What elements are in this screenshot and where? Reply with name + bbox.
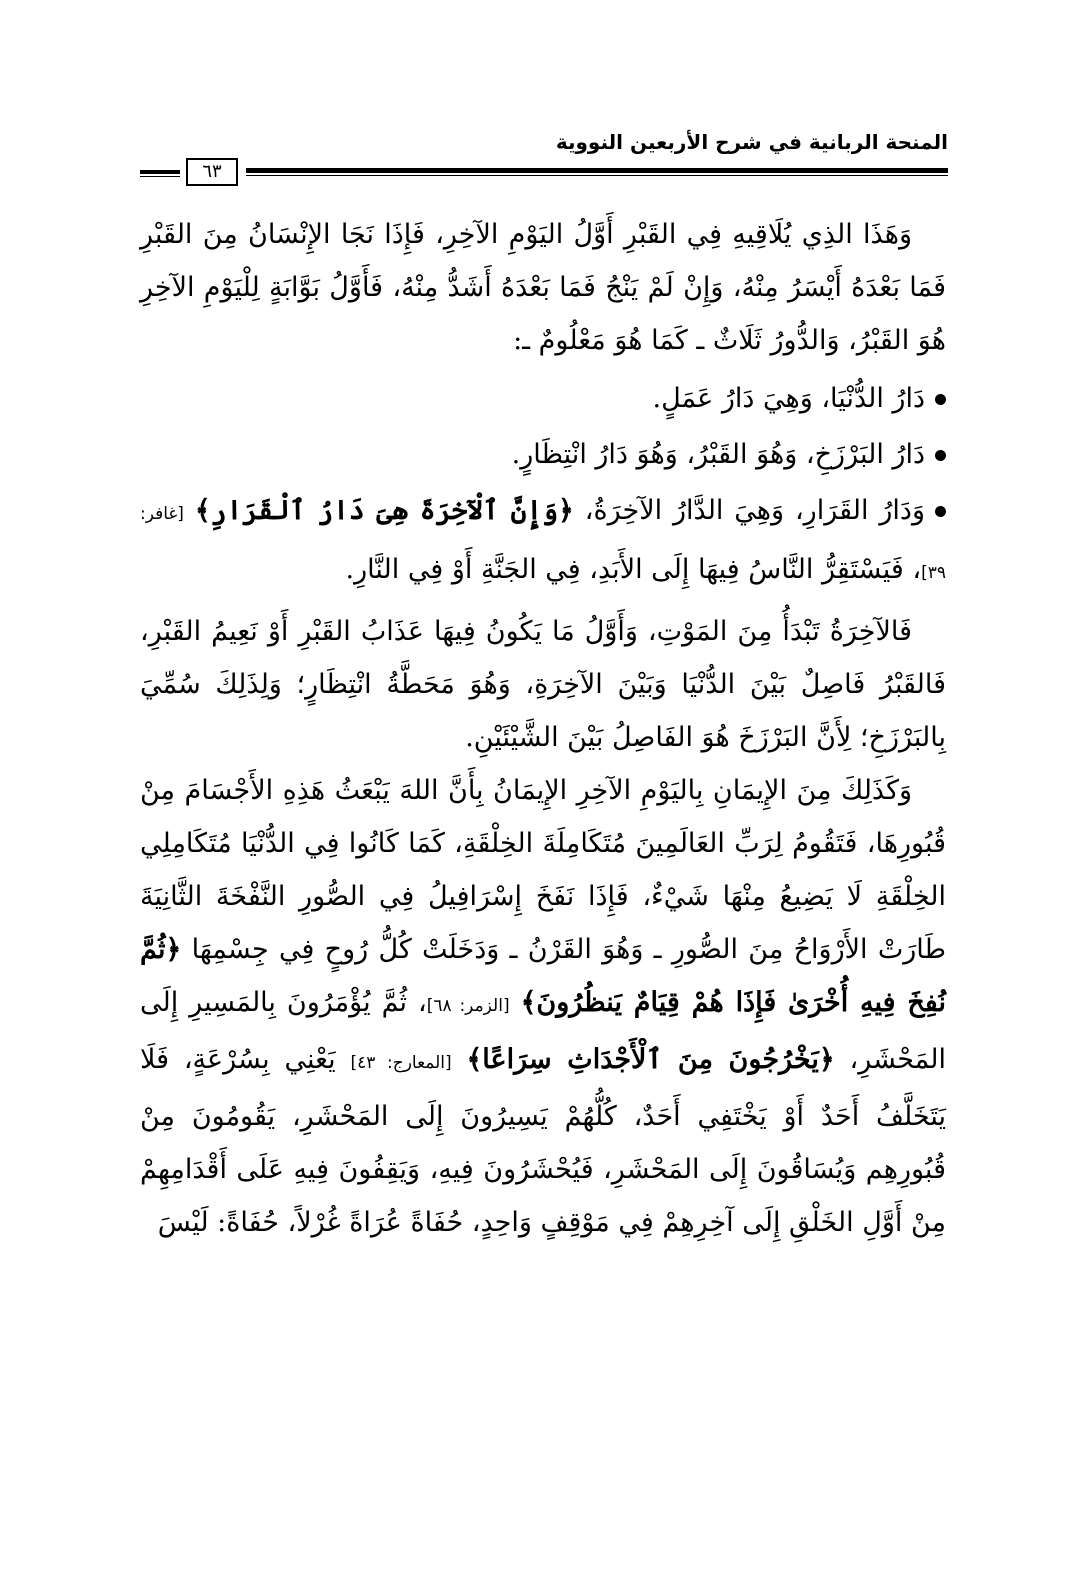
- bullet-item-2: [140, 427, 946, 483]
- running-title: المنحة الربانية في شرح الأربعين النووية: [555, 130, 948, 154]
- verse-citation: [المعارج: ٤٣]: [350, 1053, 452, 1073]
- paragraph-2: فَالآخِرَةُ تَبْدَأُ مِنَ المَوْتِ، وَأَوَّلُ مَا يَكُونُ فِيهَا عَذَابُ القَبْرِ أَوْ نَعِيمُ القَبْرِ، فَالقَبْرُ فَاصِلٌ بَيْنَ الدُّنْيَا وَبَيْنَ الآخِرَةِ، وَهُوَ مَحَطَّةُ انْتِظَارٍ؛ وَلِذَلِكَ سُمِّيَ بِالبَرْزَخِ؛ لِأَنَّ البَرْزَخَ هُوَ الفَاصِلُ بَيْنَ الشَّيْئَيْنِ.: [140, 616, 946, 753]
- paragraph-1: وَهَذَا الذِي يُلَاقِيهِ فِي القَبْرِ أَوَّلُ اليَوْمِ الآخِرِ، فَإِذَا نَجَا الإِنْسَانُ مِنَ القَبْرِ فَمَا بَعْدَهُ أَيْسَرُ مِنْهُ، وَإِنْ لَمْ يَنْجُ فَمَا بَعْدَهُ أَشَدُّ مِنْهُ، فَأَوَّلُ بَوَّابَةٍ لِلْيَوْمِ الآخِرِ هُوَ القَبْرُ، وَالدُّورُ ثَلَاثٌ ـ كَمَا هُوَ مَعْلُومٌ ـ:: [140, 219, 946, 356]
- paragraph-3-text-c: يَعْنِي بِسُرْعَةٍ، فَلَا يَتَخَلَّفُ أَحَدٌ أَوْ يَخْتَفِي أَحَدٌ، كُلُّهُمْ يَسِيرُونَ إِلَى المَحْشَرِ، يَقُومُونَ مِنْ قُبُورِهِم وَيُسَاقُونَ إِلَى المَحْشَرِ، فَيُحْشَرُونَ فِيهِ، وَيَقِفُونَ فِيهِ عَلَى أَقْدَامِهِمْ مِنْ أَوَّلِ الخَلْقِ إِلَى آخِرِهِمْ فِي مَوْقِفٍ وَاحِدٍ، حُفَاةً عُرَاةً غُرْلاً، حُفَاةً: لَيْسَ: [140, 1044, 946, 1238]
- bullet-list: [140, 371, 946, 601]
- paragraph-3: [140, 764, 946, 1249]
- header-rule-left: [140, 170, 180, 177]
- bullet-text-tail: ، فَيَسْتَقِرُّ النَّاسُ فِيهَا إِلَى الأَبَدِ، فِي الجَنَّةِ أَوْ فِي النَّارِ.: [345, 554, 922, 585]
- bullet-text: دَارُ الدُّنْيَا، وَهِيَ دَارُ عَمَلٍ.: [652, 383, 925, 414]
- paragraph-3-text-a: وَكَذَلِكَ مِنَ الإِيمَانِ بِاليَوْمِ الآخِرِ الإِيمَانُ بِأَنَّ اللهَ يَبْعَثُ هَذِهِ الأَجْسَامَ مِنْ قُبُورِهَا، فَتَقُومُ لِرَبِّ العَالَمِينَ مُتَكَامِلَةَ الخِلْقَةِ، كَمَا كَانُوا فِي الدُّنْيَا مُتَكَامِلِي الخِلْقَةِ لَا يَضِيعُ مِنْهَا شَيْءٌ، فَإِذَا نَفَخَ إِسْرَافِيلُ فِي الصُّورِ النَّفْخَةَ الثَّانِيَةَ طَارَتْ الأَرْوَاحُ مِنَ الصُّورِ ـ وَهُوَ القَرْنُ ـ وَدَخَلَتْ كُلُّ رُوحٍ فِي جِسْمِهَا: [140, 775, 946, 965]
- quran-verse: ﴿يَخْرُجُونَ مِنَ ٱلْأَجْدَاثِ سِرَاعًا﴾: [466, 1044, 835, 1075]
- bullet-dot-icon: [935, 394, 946, 405]
- bullet-text: دَارُ البَرْزَخِ، وَهُوَ القَبْرُ، وَهُوَ دَارُ انْتِظَارٍ.: [511, 439, 925, 470]
- quran-verse: ﴿ثُمَّ نُفِخَ فِيهِ أُخْرَىٰ فَإِذَا هُمْ قِيَامٌ يَنظُرُونَ﴾: [140, 934, 946, 1018]
- bullet-item-3: [140, 483, 946, 601]
- quran-verse: ﴿وَإِنَّ ٱلْآخِرَةَ هِىَ دَارُ ٱلْقَرَارِ﴾: [194, 495, 574, 526]
- verse-citation: [غافر: ٣٩]: [140, 504, 946, 583]
- page-header: [140, 128, 948, 188]
- page-body: [140, 208, 946, 1249]
- paragraph-3-text-b: ، ثُمَّ يُؤْمَرُونَ بِالمَسِيرِ إِلَى المَحْشَرِ،: [140, 987, 946, 1075]
- header-rule-right: [246, 168, 948, 176]
- bullet-dot-icon: [935, 506, 946, 517]
- bullet-text: وَدَارُ القَرَارِ، وَهِيَ الدَّارُ الآخِرَةُ،: [584, 495, 925, 526]
- bullet-dot-icon: [935, 450, 946, 461]
- verse-citation: [الزمر: ٦٨]: [426, 996, 510, 1016]
- page-number: ٦٣: [186, 158, 238, 186]
- bullet-item-1: [140, 371, 946, 427]
